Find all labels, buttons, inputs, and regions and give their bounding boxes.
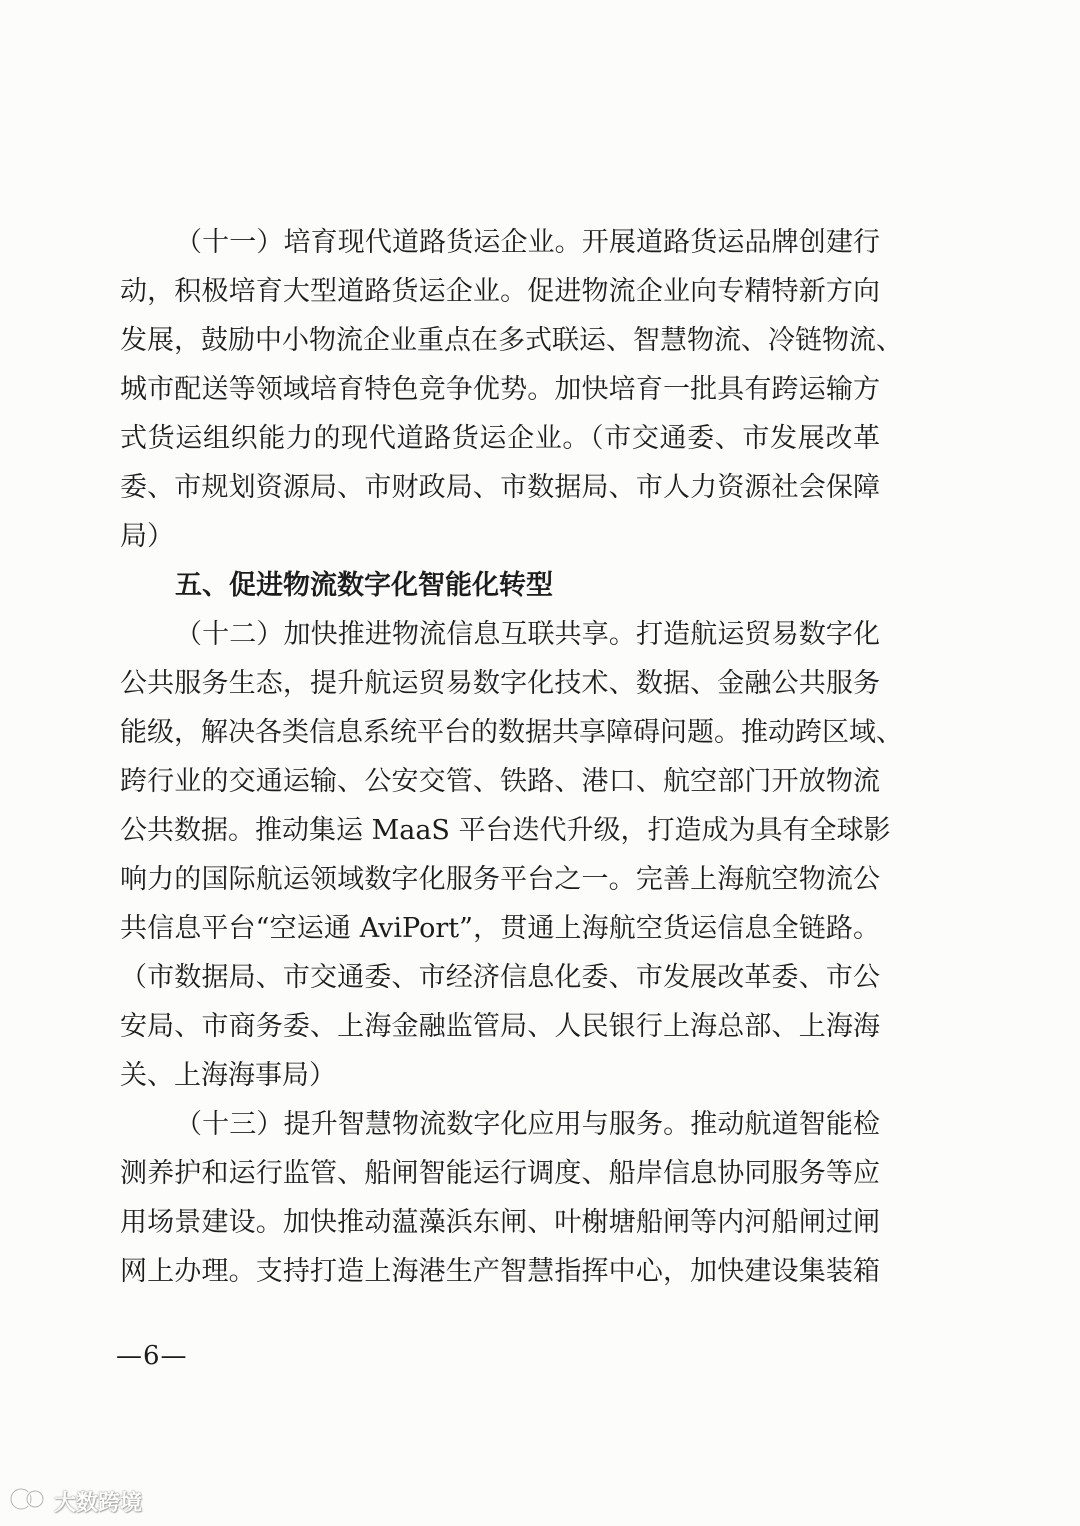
paragraph-11-line-5: 式货运组织能力的现代道路货运企业。（市交通委、市发展改革 [120, 423, 880, 454]
paragraph-13-line-1: （十三）提升智慧物流数字化应用与服务。推动航道智能检 [175, 1109, 880, 1140]
paragraph-11-line-1: （十一）培育现代道路货运企业。开展道路货运品牌创建行 [175, 227, 880, 258]
page-number: —6— [116, 1341, 188, 1371]
paragraph-11-line-3: 发展，鼓励中小物流企业重点在多式联运、智慧物流、冷链物流、 [120, 325, 903, 356]
paragraph-13-line-3: 用场景建设。加快推动蕰藻浜东闸、叶榭塘船闸等内河船闸过闸 [120, 1207, 880, 1238]
paragraph-12-line-9: 安局、市商务委、上海金融监管局、人民银行上海总部、上海海 [120, 1011, 880, 1042]
watermark [8, 1484, 142, 1518]
paragraph-12-line-6: 响力的国际航运领域数字化服务平台之一。完善上海航空物流公 [120, 864, 880, 895]
paragraph-12-line-10: 关、上海海事局） [120, 1060, 336, 1091]
watermark-text: 大数跨境 [54, 1490, 143, 1516]
paragraph-12-line-2: 公共服务生态，提升航运贸易数字化技术、数据、金融公共服务 [120, 668, 880, 699]
paragraph-12-line-4: 跨行业的交通运输、公安交管、铁路、港口、航空部门开放物流 [120, 766, 880, 797]
paragraph-13-line-4: 网上办理。支持打造上海港生产智慧指挥中心，加快建设集装箱 [120, 1256, 880, 1287]
paragraph-11-line-6: 委、市规划资源局、市财政局、市数据局、市人力资源社会保障 [120, 472, 880, 503]
paragraph-11-line-7: 局） [120, 521, 174, 552]
paragraph-12-line-8: （市数据局、市交通委、市经济信息化委、市发展改革委、市公 [120, 962, 880, 993]
logo-circle-icon [8, 1484, 48, 1518]
paragraph-12-line-3: 能级，解决各类信息系统平台的数据共享障碍问题。推动跨区域、 [120, 717, 903, 748]
section-heading-5: 五、促进物流数字化智能化转型 [175, 570, 553, 601]
paragraph-13-line-2: 测养护和运行监管、船闸智能运行调度、船岸信息协同服务等应 [120, 1158, 880, 1189]
paragraph-12-line-5: 公共数据。推动集运 MaaS 平台迭代升级，打造成为具有全球影 [120, 815, 891, 846]
paragraph-12-line-1: （十二）加快推进物流信息互联共享。打造航运贸易数字化 [175, 619, 880, 650]
paragraph-12-line-7: 共信息平台“空运通 AviPort”，贯通上海航空货运信息全链路。 [120, 913, 880, 944]
paragraph-11-line-2: 动，积极培育大型道路货运企业。促进物流企业向专精特新方向 [120, 276, 880, 307]
paragraph-11-line-4: 城市配送等领域培育特色竞争优势。加快培育一批具有跨运输方 [120, 374, 880, 405]
document-body [120, 218, 903, 1296]
